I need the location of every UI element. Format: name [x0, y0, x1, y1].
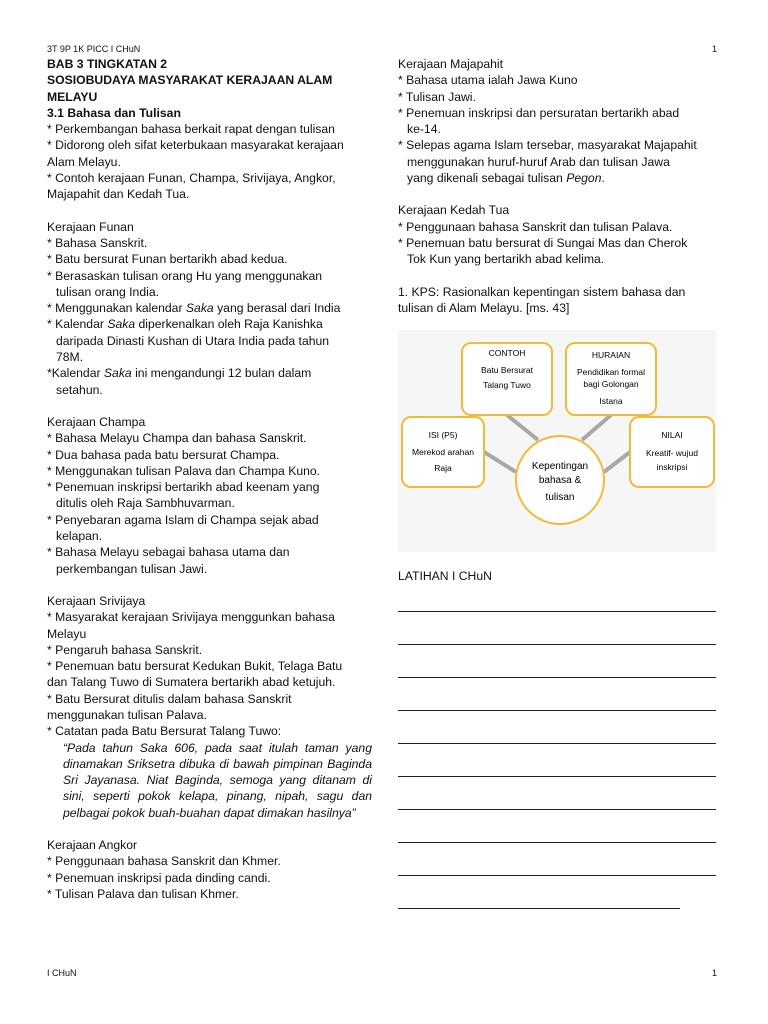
huraian-text: bagi Golongan	[583, 379, 639, 389]
list-item: * Bahasa Sanskrit.	[47, 235, 148, 250]
isi-label: ISI (P5)	[428, 430, 458, 440]
list-item: * Masyarakat kerajaan Srivijaya menggunkan bahasa	[47, 610, 335, 625]
center-text: Kepentingan	[531, 461, 589, 472]
huraian-label: HURAIAN	[591, 350, 631, 360]
list-item: Tok Kun yang bertarikh abad kelima.	[407, 252, 605, 267]
list-item: * Bahasa utama ialah Jawa Kuno	[398, 73, 578, 88]
huraian-text: Istana	[599, 396, 623, 406]
list-item: Melayu	[47, 626, 87, 641]
list-item: setahun.	[56, 382, 103, 397]
list-item: * Tulisan Jawi.	[398, 89, 476, 104]
list-item: * Penyebaran agama Islam di Champa sejak abad	[47, 512, 319, 527]
thinking-map-diagram	[398, 330, 716, 552]
list-item: * Tulisan Palava dan tulisan Khmer.	[47, 886, 239, 901]
list-item: *Kalendar Saka ini mengandungi 12 bulan dalam	[47, 366, 312, 381]
exercise-section	[398, 568, 718, 584]
footer-author: I CHuN	[47, 968, 77, 978]
huraian-text: Pendidikan formal	[576, 367, 646, 377]
list-item: menggunakan tulisan Palava.	[47, 707, 207, 722]
contoh-label: CONTOH	[488, 348, 526, 358]
srivijaya-heading: Kerajaan Srivijaya	[47, 593, 146, 608]
isi-text: Merekod arahan	[412, 447, 474, 457]
list-item: tulisan orang India.	[56, 284, 159, 299]
list-item: 78M.	[56, 350, 84, 365]
majapahit-heading: Kerajaan Majapahit	[398, 57, 504, 71]
list-item: * Dua bahasa pada batu bersurat Champa.	[47, 447, 280, 462]
list-item: * Penggunaan bahasa Sanskrit dan Khmer.	[47, 854, 281, 869]
answer-line	[398, 677, 716, 678]
intro-item: * Perkembangan bahasa berkait rapat dengan tulisan	[47, 122, 335, 137]
kps-question: tulisan di Alam Melayu. [ms. 43]	[398, 300, 570, 315]
section-heading: 3.1 Bahasa dan Tulisan	[47, 105, 181, 120]
contoh-text: Batu Bersurat	[481, 365, 533, 375]
answer-lines	[398, 611, 716, 941]
list-item: * Penemuan batu bersurat Kedukan Bukit, Telaga Batu	[47, 659, 343, 674]
champa-heading: Kerajaan Champa	[47, 414, 146, 429]
list-item: dan Talang Tuwo di Sumatera bertarikh abad ketujuh.	[47, 675, 336, 690]
header-page-number: 1	[712, 44, 718, 54]
list-item: ditulis oleh Raja Sambhuvarman.	[56, 496, 235, 511]
list-item: * Penemuan inskripsi pada dinding candi.	[47, 870, 271, 885]
list-item: * Penggunaan bahasa Sanskrit dan tulisan Palava.	[398, 219, 673, 234]
list-item: perkembangan tulisan Jawi.	[56, 561, 208, 576]
kedah-heading: Kerajaan Kedah Tua	[398, 203, 510, 218]
contoh-text: Talang Tuwo	[483, 380, 531, 390]
answer-line	[398, 743, 716, 744]
isi-text: Raja	[434, 463, 452, 473]
intro-item: * Didorong oleh sifat keterbukaan masyarakat kerajaan Alam Melayu.	[47, 138, 344, 169]
list-item: * Pengaruh bahasa Sanskrit.	[47, 642, 203, 657]
list-item: * Penemuan batu bersurat di Sungai Mas dan Cherok	[398, 235, 688, 250]
list-item: yang dikenali sebagai tulisan Pegon.	[407, 171, 605, 186]
list-item: * Kalendar Saka diperkenalkan oleh Raja Kanishka	[47, 317, 323, 332]
list-item: * Penemuan inskripsi dan persuratan bertarikh abad	[398, 105, 680, 120]
list-item: * Selepas agama Islam tersebar, masyarakat Majapahit	[398, 138, 697, 153]
page-title: SOSIOBUDAYA MASYARAKAT KERAJAAN ALAM MELAYU	[47, 73, 333, 104]
left-column	[47, 56, 372, 902]
list-item: * Bahasa Melayu sebagai bahasa utama dan	[47, 545, 290, 560]
list-item: kelapan.	[56, 529, 103, 544]
answer-line	[398, 776, 716, 777]
talang-tuwo-quote: “Pada tahun Saka 606, pada saat itulah taman yang dinamakan Sriksetra dibuka di bawah pimpinan Baginda Sri Jayanasa. Niat Baginda, semoga yang ditanam di sini, seperti pokok kelapa, pinang, nipah, sagu dan pelbagai pokok buah-buahan dapat dimakan hasilnya”	[63, 740, 372, 820]
answer-line	[398, 611, 716, 612]
answer-line	[398, 809, 716, 810]
nilai-text: inskripsi	[656, 462, 688, 472]
answer-line	[398, 908, 680, 909]
funan-heading: Kerajaan Funan	[47, 219, 134, 234]
answer-line	[398, 710, 716, 711]
answer-line	[398, 644, 716, 645]
list-item: * Menggunakan kalendar Saka yang berasal dari India	[47, 301, 341, 316]
list-item: ke-14.	[407, 122, 441, 137]
list-item: * Berasaskan tulisan orang Hu yang menggunakan	[47, 268, 323, 283]
list-item: * Catatan pada Batu Bersurat Talang Tuwo:	[47, 724, 282, 739]
right-column	[398, 56, 724, 316]
list-item: * Bahasa Melayu Champa dan bahasa Sanskrit.	[47, 431, 307, 446]
chapter-label: BAB 3 TINGKATAN 2	[47, 57, 168, 71]
nilai-text: Kreatif- wujud	[646, 448, 698, 458]
list-item: menggunakan huruf-huruf Arab dan tulisan Jawa	[407, 154, 670, 169]
exercise-heading: LATIHAN I CHuN	[398, 569, 492, 583]
list-item: daripada Dinasti Kushan di Utara India pada tahun	[56, 333, 330, 348]
intro-item: * Contoh kerajaan Funan, Champa, Srivijaya, Angkor, Majapahit dan Kedah Tua.	[47, 171, 336, 202]
nilai-label: NILAI	[661, 430, 683, 440]
kps-question: 1. KPS: Rasionalkan kepentingan sistem bahasa dan	[398, 284, 686, 299]
angkor-heading: Kerajaan Angkor	[47, 838, 138, 853]
center-text: bahasa &	[538, 475, 582, 486]
list-item: * Batu Bersurat ditulis dalam bahasa Sanskrit	[47, 691, 292, 706]
center-text: tulisan	[545, 492, 575, 503]
list-item: * Menggunakan tulisan Palava dan Champa Kuno.	[47, 463, 321, 478]
list-item: * Batu bersurat Funan bertarikh abad kedua.	[47, 252, 288, 267]
answer-line	[398, 875, 716, 876]
header-code: 3T 9P 1K PICC I CHuN	[47, 44, 141, 54]
list-item: * Penemuan inskripsi bertarikh abad keenam yang	[47, 480, 320, 495]
answer-line	[398, 842, 716, 843]
footer-page-number: 1	[712, 968, 718, 978]
